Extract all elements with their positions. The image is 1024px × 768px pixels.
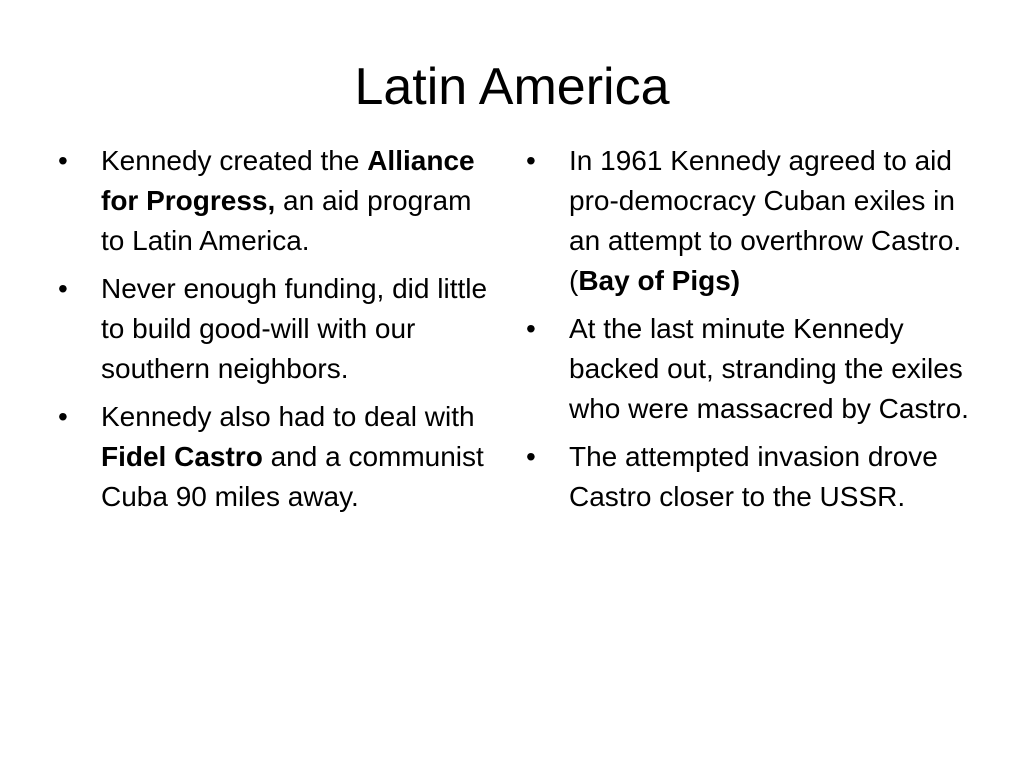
bullet-text xyxy=(569,441,938,512)
text-segment: At the last minute Kennedy backed out, stranding the exiles who were massacred by Castro. xyxy=(569,313,969,424)
bullet-icon: • xyxy=(58,401,68,432)
bullet-item xyxy=(58,397,498,517)
bullet-text xyxy=(101,401,484,512)
bold-text-segment: Alliance for Progress, xyxy=(101,145,475,216)
bullet-icon: • xyxy=(526,313,536,344)
bullet-icon: • xyxy=(58,145,68,176)
text-segment: Kennedy created the xyxy=(101,145,368,176)
bold-text-segment: Bay of Pigs) xyxy=(578,265,741,296)
text-segment: and a communist Cuba 90 miles away. xyxy=(101,441,484,512)
bullet-item xyxy=(526,309,971,429)
text-segment: In 1961 Kennedy agreed to aid pro-democracy Cuban exiles in an attempt to overthrow Castro. ( xyxy=(569,145,962,296)
text-segment: Never enough funding, did little to build good-will with our southern neighbors. xyxy=(101,273,488,384)
bullet-item xyxy=(526,141,971,301)
text-segment: The attempted invasion drove Castro closer to the USSR. xyxy=(569,441,938,512)
bullet-item xyxy=(58,269,498,389)
slide-title: Latin America xyxy=(354,58,670,116)
bold-text-segment: Fidel Castro xyxy=(101,441,263,472)
bullet-text xyxy=(569,313,969,424)
right-bullet-list xyxy=(526,141,971,525)
bullet-text xyxy=(569,145,961,296)
text-segment: an aid program to Latin America. xyxy=(101,185,472,256)
bullet-item xyxy=(58,141,498,261)
bullet-text xyxy=(101,145,475,256)
bullet-icon: • xyxy=(58,273,68,304)
bullet-icon: • xyxy=(526,145,536,176)
left-bullet-list xyxy=(58,141,498,525)
bullet-item xyxy=(526,437,971,517)
text-segment: Kennedy also had to deal with xyxy=(101,401,475,432)
bullet-icon: • xyxy=(526,441,536,472)
bullet-text xyxy=(101,273,487,384)
